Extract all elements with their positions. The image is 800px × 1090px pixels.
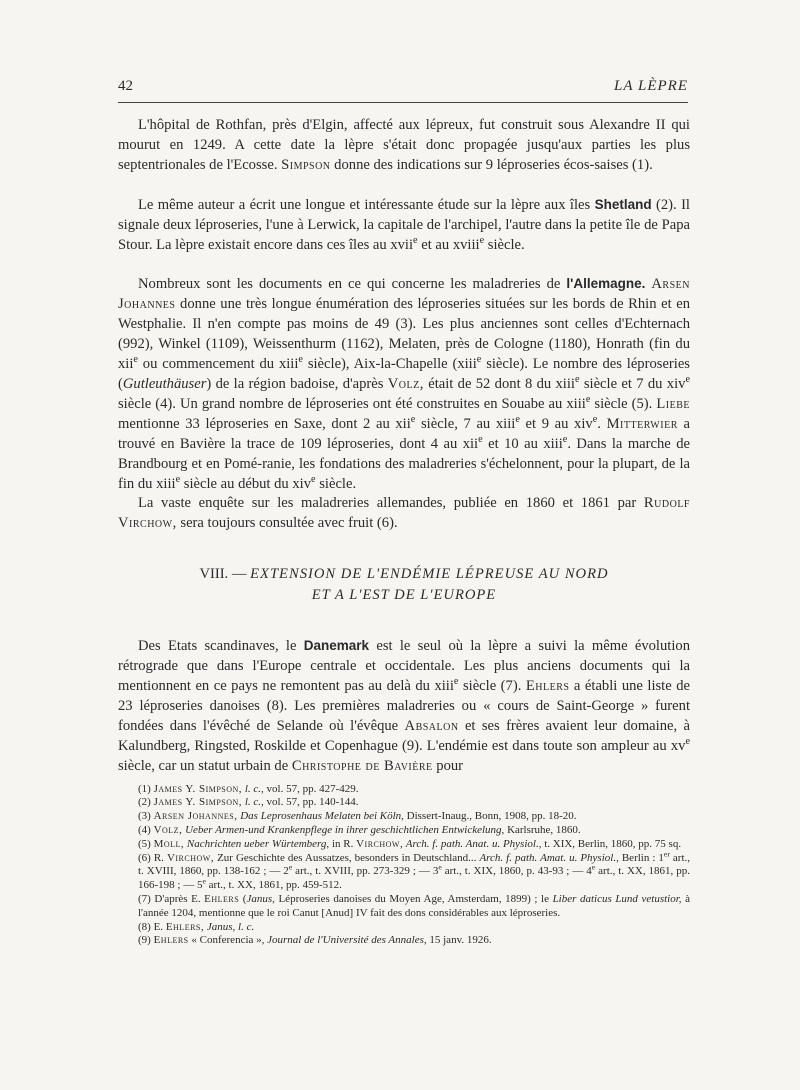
paragraph: La vaste enquête sur les maladreries allemandes, publiée en 1860 et 1861 par Rudolf Virchow, sera toujours consultée avec fruit (6). [118, 495, 690, 532]
footnote: (6) R. Virchow, Zur Geschichte des Aussatzes, besonders in Deutschland... Arch. f. path. Amat. u. Physiol., Berlin : 1er art., t. XVIII, 1860, pp. 138-162 ; — 2e art., t. XVIII, pp. 273-329 ; — 3e art., t. XIX, 1860, p. 43-93 ; — 4e art., t. XX, 1861, pp. 166-198 ; — 5e art., t. XX, 1861, pp. 459-512. [138, 848, 691, 892]
author-name: Absalon [404, 717, 459, 734]
section-number: VIII. — [199, 566, 247, 583]
footnote: (9) Ehlers « Conferencia », Journal de l'Université des Annales, 15 janv. 1926. [138, 934, 492, 947]
page-number: 42 [118, 78, 133, 94]
author-name: Rudolf Virchow, [118, 495, 690, 532]
place-name: Danemark [303, 638, 370, 654]
running-header [118, 78, 688, 103]
section-heading [118, 564, 690, 606]
author-name: Christophe de Bavière [291, 757, 433, 774]
running-title: LA LÈPRE [614, 78, 688, 94]
author-name: Volz, [387, 375, 424, 392]
author-name: Mitterwier [606, 415, 678, 432]
footnote: (4) Volz, Ueber Armen-und Krankenpflege in ihrer geschichtlichen Entwickelung, Karlsruhe, 1860. [138, 823, 581, 836]
section-title-line-1: EXTENSION DE L'ENDÉMIE LÉPREUSE AU NORD [250, 566, 609, 583]
footnote: (8) E. Ehlers, Janus, l. c. [138, 920, 255, 933]
author-name: Simpson [281, 156, 331, 173]
footnote: (1) James Y. Simpson, l. c., vol. 57, pp. 427-429. [138, 782, 359, 795]
footnote: (5) Moll, Nachrichten ueber Würtemberg, in R. Virchow, Arch. f. path. Anat. u. Physiol., t. XIX, Berlin, 1860, pp. 75 sq. [138, 837, 682, 850]
author-name: Liebe [656, 395, 690, 412]
section-title-line-2: ET A L'EST DE L'EUROPE [311, 587, 497, 604]
footnote: (2) James Y. Simpson, l. c., vol. 57, pp. 140-144. [138, 796, 359, 809]
place-name: Shetland [594, 196, 652, 212]
place-name: l'Allemagne. [566, 276, 646, 292]
paragraph: Des Etats scandinaves, le Danemark est le seul où la lèpre a suivi la même évolution rétrograde que dans l'Europe centrale et occidentale. Les plus anciens documents qui la mentionnent en ce pays ne remontent pas au delà du xiii$^e$ siècle (7). Ehlers a établi une liste de 23 léproseries danoises (8). Les premières maladreries ou « cours de Saint-George » furent fondées dans l'évêché de Selande où l'évêque Absalon et ses frères avaient leur domaine, à Kalundberg, Ringsted, Roskilde et Copenhague (9). L'endémie est dans toute son ampleur au $xv^e$ siècle, car un statut urbain de Christophe de Bavière pour [118, 638, 690, 774]
paragraph: L'hôpital de Rothfan, près d'Elgin, affecté aux lépreux, fut construit sous Alexandre II qui mourut en 1249. A cette date la lèpre s'était donc propagée jusqu'aux parties les plus septentrionales de l'Ecosse. Simpson donne des indications sur 9 léproseries écos-saises (1). [118, 117, 690, 173]
footnote: (3) Arsen Johannes, Das Leprosenhaus Melaten bei Köln, Dissert-Inaug., Bonn, 1908, pp. 18-20. [138, 810, 577, 823]
footnote: (7) D'après E. Ehlers (Janus, Léproseries danoises du Moyen Age, Amsterdam, 1899) ; le Liber daticus Lund vetustior, à l'année 1204, mentionne que le roi Canut [Anud] IV fait des dons considérables aux léproseries. [138, 892, 691, 919]
paragraph: Nombreux sont les documents en ce qui concerne les maladreries de l'Allemagne. Arsen Johannes donne une très longue énumération des léproseries situées sur les bords de Rhin et en Westphalie. Il n'en compte pas moins de 49 (3). Les plus anciennes sont celles d'Echternach (992), Winkel (1109), Weissenthurm (1162), Melaten, près de Cologne (1180), Honrath (fin du xii$^e$ ou commencement du xiii$^e$ siècle), Aix-la-Chapelle (xiii$^e$ siècle). Le nombre des léproseries (Gutleuthäuser) de la région badoise, d'après Volz, était de 52 dont 8 du xiii$^e$ siècle et 7 du xiv$^e$ siècle (4). Un grand nombre de léproseries ont été construites en Souabe au xiii$^e$ siècle (5). Liebe mentionne 33 léproseries en Saxe, dont 2 au xii$^e$ siècle, 7 au xiii$^e$ et 9 au xiv$^e$. Mitterwier a trouvé en Bavière la trace de 109 léproseries, dont 4 au xii$^e$ et 10 au xiii$^e$. Dans la marche de Brandbourg et en Pomé-ranie, les fondations des maladreries s'échelonnent, pour la plupart, de la fin du xiii$^e$ siècle au début du xiv$^e$ siècle. [118, 276, 690, 492]
author-name: Arsen Johannes [118, 276, 690, 313]
author-name: Ehlers [525, 678, 570, 695]
page-body [118, 116, 690, 948]
footnotes [118, 783, 690, 949]
paragraph: Le même auteur a écrit une longue et intéressante étude sur la lèpre aux îles Shetland (2). Il signale deux léproseries, l'une à Lerwick, la capitale de l'archipel, l'autre dans la petite île de Papa Stour. La lèpre existait encore dans ces îles au xvii$^e$ et au xviii$^e$ siècle. [118, 196, 690, 253]
